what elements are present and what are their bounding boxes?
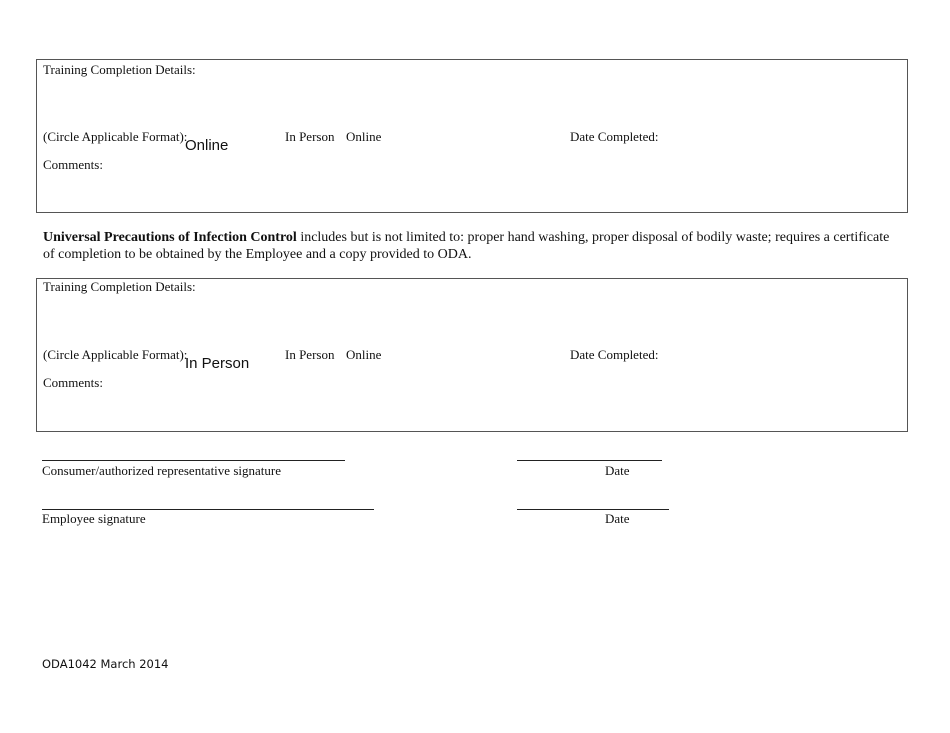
- option-online[interactable]: Online: [346, 347, 382, 362]
- employee-date-line[interactable]: [517, 509, 669, 510]
- format-label: (Circle Applicable Format):: [43, 129, 188, 144]
- consumer-signature-line[interactable]: [42, 460, 345, 461]
- date-completed-label: Date Completed:: [570, 347, 659, 362]
- details-label: Training Completion Details:: [43, 279, 196, 294]
- consumer-signature-label: Consumer/authorized representative signature: [42, 463, 281, 478]
- date-completed-label: Date Completed:: [570, 129, 659, 144]
- employee-date-label: Date: [605, 511, 630, 526]
- paragraph-bold: Universal Precautions of Infection Control: [43, 230, 297, 245]
- training-box-1: [36, 59, 908, 213]
- paragraph-text: includes but is not limited to: proper hand washing, proper disposal of bodily waste; requires a certificate of completion to be obtained by the Employee and a copy provided to ODA.: [43, 230, 890, 262]
- format-label: (Circle Applicable Format):: [43, 347, 188, 362]
- comments-label: Comments:: [43, 375, 103, 390]
- comments-label: Comments:: [43, 157, 103, 172]
- training-box-2: [36, 278, 908, 432]
- option-in-person[interactable]: In Person: [285, 129, 335, 144]
- employee-signature-label: Employee signature: [42, 511, 146, 526]
- employee-signature-line[interactable]: [42, 509, 374, 510]
- consumer-date-line[interactable]: [517, 460, 662, 461]
- format-value-field[interactable]: Online: [185, 137, 229, 154]
- option-in-person[interactable]: In Person: [285, 347, 335, 362]
- infection-control-paragraph: [43, 229, 893, 263]
- details-label: Training Completion Details:: [43, 62, 196, 77]
- option-online[interactable]: Online: [346, 129, 382, 144]
- format-value-field[interactable]: In Person: [185, 355, 250, 372]
- form-footer: ODA1042 March 2014: [42, 657, 169, 671]
- consumer-date-label: Date: [605, 463, 630, 478]
